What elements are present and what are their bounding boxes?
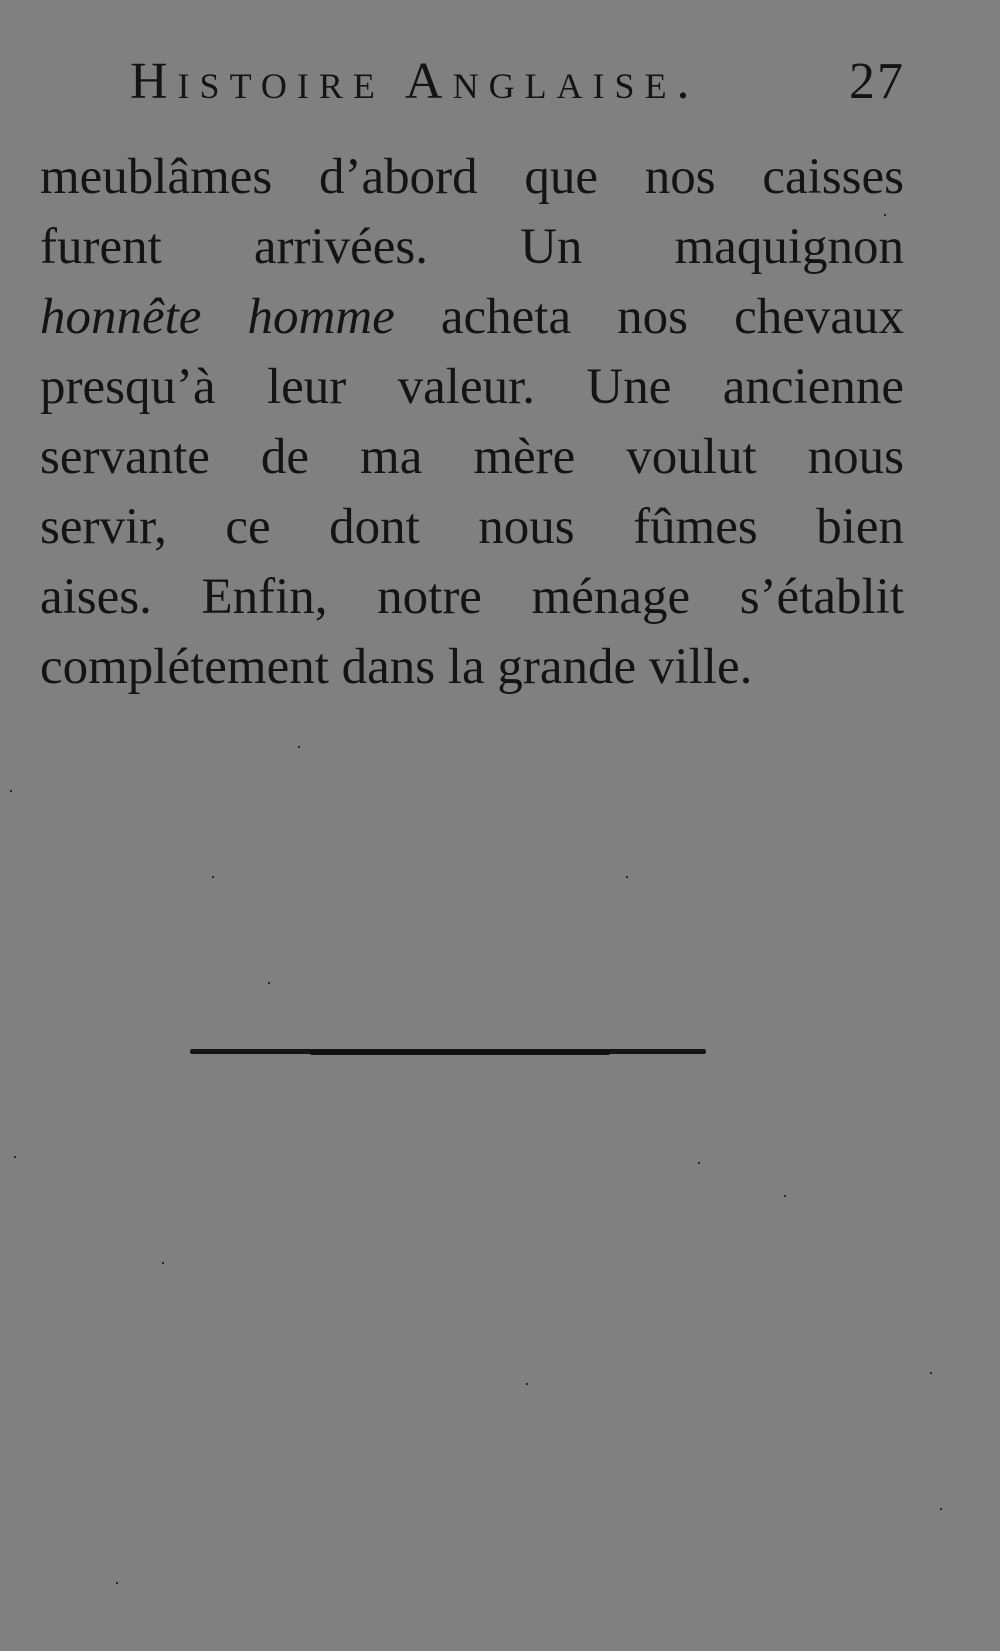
paper-speck (526, 1383, 528, 1385)
italic-phrase: honnête homme (40, 289, 395, 345)
text-line: honnête homme acheta nos chevaux (40, 289, 904, 345)
text-line: aises. Enfin, notre ménage s’établit (40, 569, 904, 625)
body-text (40, 142, 904, 702)
text-line-last: complétement dans la grande ville. (40, 639, 753, 695)
paper-speck (212, 876, 214, 878)
paper-speck (784, 1195, 786, 1197)
paper-speck (884, 214, 886, 216)
text-line: meublâmes d’abord que nos caisses (40, 149, 904, 205)
text-line: presqu’à leur valeur. Une ancienne (40, 359, 904, 415)
running-title: Histoire Anglaise. (130, 53, 700, 110)
paper-speck (698, 1162, 700, 1164)
paper-speck (940, 1508, 942, 1510)
text-line: servir, ce dont nous fûmes bien (40, 499, 904, 555)
page-number: 27 (849, 53, 905, 110)
text-line: servante de ma mère voulut nous (40, 429, 904, 485)
paper-speck (10, 790, 12, 792)
section-end-rule (190, 1049, 706, 1054)
paper-speck (298, 746, 300, 748)
paper-speck (162, 1262, 164, 1264)
running-head (130, 52, 905, 122)
paper-speck (14, 1156, 16, 1158)
paper-speck (930, 1372, 932, 1374)
paper-speck (626, 876, 628, 878)
paper-speck (268, 982, 270, 984)
paper-speck (116, 1582, 118, 1584)
text-line: furent arrivées. Un maquignon (40, 219, 904, 275)
